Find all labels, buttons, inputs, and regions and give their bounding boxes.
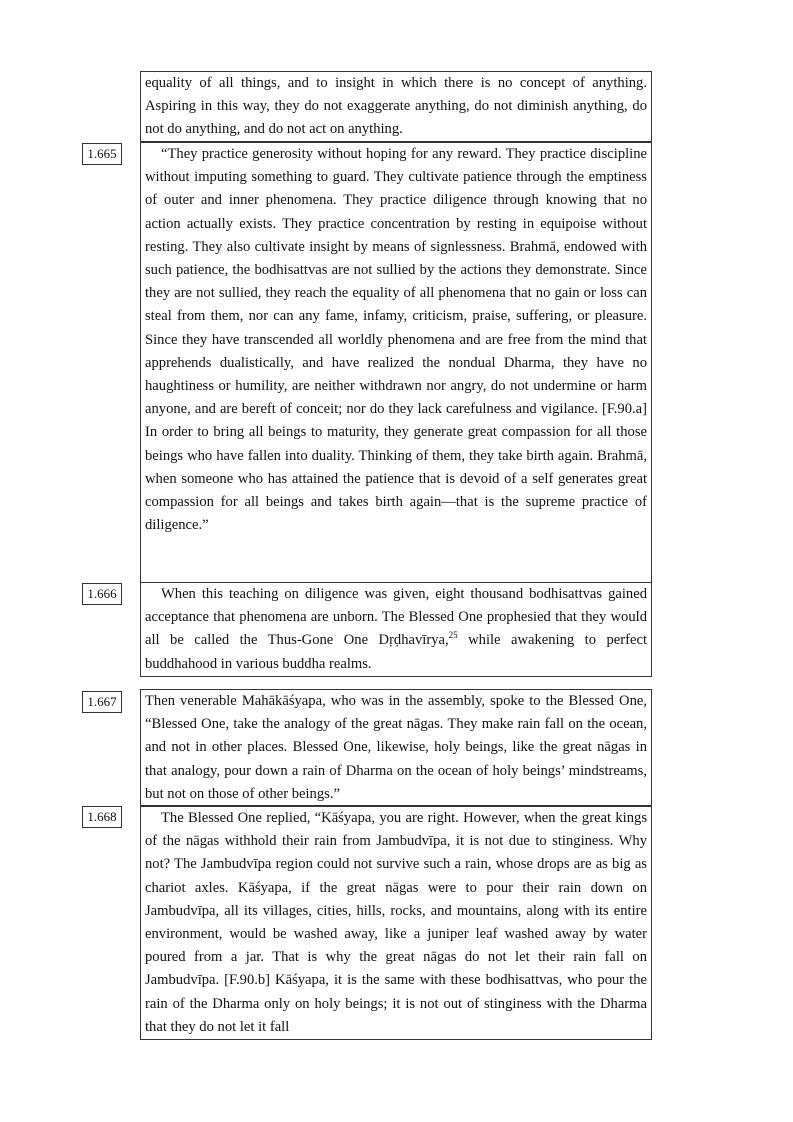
passage-number-1667[interactable]: 1.667 xyxy=(82,691,122,713)
passage-text xyxy=(145,583,647,676)
passage-1666 xyxy=(140,582,652,677)
passage-text: “They practice generosity without hoping for any reward. They practice discipline without imputing something to guard. They cultivate patience through the emptiness of outer and inner phenomena. They practice diligence through knowing that no action actually exists. They practice concentration by resting in equipoise without resting. They also cultivate insight by means of signlessness. Brahmā, endowed with such patience, the bodhisattvas are not sullied by the actions they demonstrate. Since they are not sullied, they reach the equality of all phenomena that no gain or loss can steal from them, nor can any fame, infamy, criticism, praise, suffering, or pleasure. Since they have transcended all worldly phenomena and are free from the mind that apprehends dualistically, and have realized the nondual Dharma, they have no haughtiness or humility, are neither withdrawn nor angry, do not undermine or harm anyone, and are bereft of conceit; nor do they lack carefulness and vigilance. [F.90.a] In order to bring all beings to maturity, they generate great compassion for all those beings who have fallen into duality. Thinking of them, they take birth again. Brahmā, when someone who has attained the patience that is devoid of a self generates great compassion for all beings and takes birth again—that is the supreme practice of diligence.” xyxy=(145,146,647,534)
passage-1668 xyxy=(140,806,652,1040)
passage-text: Then venerable Mahākāśyapa, who was in the assembly, spoke to the Blessed One, “Blessed One, take the analogy of the great nāgas. They make rain fall on the ocean, and not in other places. Blessed One, likewise, holy beings, like the great nāgas in that analogy, pour down a rain of Dharma on the ocean of holy beings’ mindstreams, but not on those of other beings.” xyxy=(145,693,647,802)
passage-1665 xyxy=(140,142,652,583)
passage-text-after: while awakening to perfect buddhahood in various buddha realms. xyxy=(145,632,647,672)
passage-text: equality of all things, and to insight in which there is no concept of anything. Aspiring in this way, they do not exaggerate anything, do not diminish anything, do not do anything, and do not act on anything. xyxy=(145,75,647,138)
passage-text-before: When this teaching on diligence was given, eight thousand bodhisattvas gained acceptance that phenomena are unborn. The Blessed One prophesied that they would all be called the Thus-Gone One Dṛḍhavīrya, xyxy=(145,586,647,649)
passage-number-1665[interactable]: 1.665 xyxy=(82,143,122,165)
passage-text: The Blessed One replied, “Kāśyapa, you are right. However, when the great kings of the nāgas withhold their rain from Jambudvīpa, it is not due to stinginess. Why not? The Jambudvīpa region could not survive such a rain, whose drops are as big as chariot axles. Kāśyapa, if the great nāgas were to pour their rain down on Jambudvīpa, all its villages, cities, hills, rocks, and mountains, along with its entire environment, would be washed away, like a juniper leaf washed away by water poured from a jar. That is why the great nāgas do not let their rain fall on Jambudvīpa. [F.90.b] Kāśyapa, it is the same with these bodhisattvas, who pour the rain of the Dharma only on holy beings; it is not out of stinginess with the Dharma that they do not let it fall xyxy=(145,810,647,1035)
footnote-ref-25[interactable]: 25 xyxy=(448,630,458,641)
passage-1667 xyxy=(140,689,652,806)
passage-number-1668[interactable]: 1.668 xyxy=(82,806,122,828)
passage-number-1666[interactable]: 1.666 xyxy=(82,583,122,605)
passage-continuation xyxy=(140,71,652,142)
